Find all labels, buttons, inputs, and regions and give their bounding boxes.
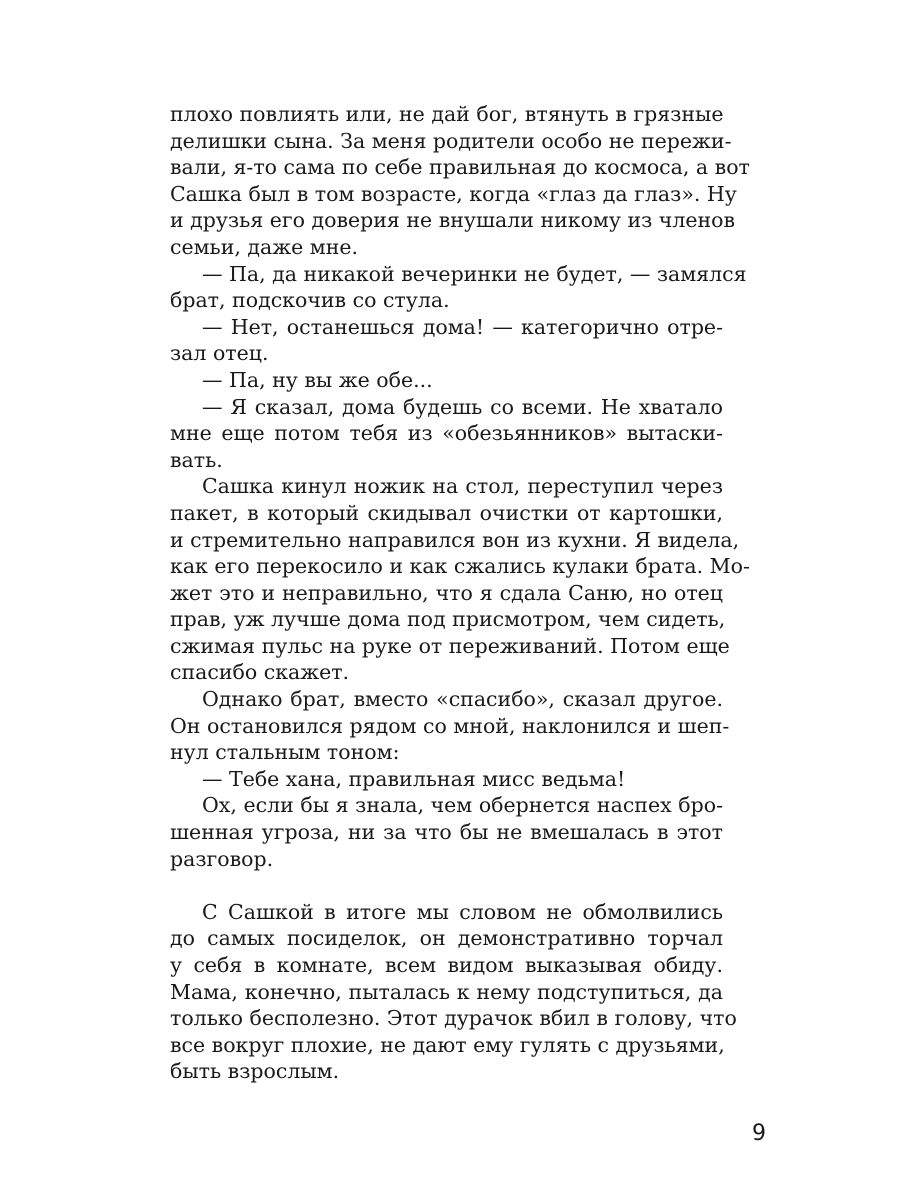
text-line: Он остановился рядом со мной, наклонился и шеп- <box>170 713 730 738</box>
text-line: разговор. <box>170 846 274 871</box>
text-line: только бесполезно. Этот дурачок вбил в голову, что <box>170 1006 737 1031</box>
section-break <box>170 872 723 899</box>
text-line: и стремительно направился вон из кухни. Я видела, <box>170 527 740 552</box>
text-line: делишки сына. За меня родители особо не пережи- <box>170 128 732 153</box>
text-line: у себя в комнате, всем видом выказывая обиду. <box>170 953 723 977</box>
text-line: вать. <box>170 447 223 472</box>
text-line: семьи, даже мне. <box>170 234 359 259</box>
text-line: и друзья его доверия не внушали никому из членов <box>170 208 736 233</box>
text-line: вали, я-то сама по себе правильная до космоса, а вот <box>170 155 750 180</box>
text-line: плохо повлиять или, не дай бог, втянуть в грязные <box>170 102 724 126</box>
text-line: быть взрослым. <box>170 1059 340 1084</box>
dialogue-line: — Тебе хана, правильная мисс ведьма! <box>202 766 626 791</box>
dialogue-line: — Па, ну вы же обе... <box>202 367 433 392</box>
text-line: до самых посиделок, он демонстративно торчал <box>170 926 723 951</box>
paragraph-first-line: Однако брат, вместо «спасибо», сказал другое. <box>202 687 723 712</box>
body-text <box>170 101 750 1085</box>
text-line: шенная угроза, ни за что бы не вмешалась в этот <box>170 820 723 845</box>
text-line: сжимая пульс на руке от переживаний. Потом еще <box>170 633 730 658</box>
text-line: пакет, в который скидывал очистки от картошки, <box>170 500 723 525</box>
text-line: зал отец. <box>170 341 269 366</box>
dialogue-line: — Я сказал, дома будешь со всеми. Не хватало <box>202 394 723 419</box>
text-line: брат, подскочив со стула. <box>170 288 450 313</box>
text-line: мне еще потом тебя из «обезьянников» вытаски- <box>170 421 723 446</box>
text-line: как его перекосило и как сжались кулаки брата. Мо- <box>170 554 750 579</box>
text-line: жет это и неправильно, что я сдала Саню, но отец <box>170 580 723 605</box>
text-line: Сашка был в том возрасте, когда «глаз да глаз». Ну <box>170 181 737 206</box>
dialogue-line: — Па, да никакой вечеринки не будет, — замялся <box>202 261 747 286</box>
text-line: прав, уж лучше дома под присмотром, чем сидеть, <box>170 607 726 632</box>
page-number: 9 <box>752 1121 766 1146</box>
text-line: спасибо скажет. <box>170 660 350 685</box>
paragraph-first-line: С Сашкой в итоге мы словом не обмолвились <box>202 899 723 924</box>
paragraph-first-line: Сашка кинул ножик на стол, переступил через <box>202 474 723 499</box>
paragraph-first-line: Ох, если бы я знала, чем обернется наспех бро- <box>202 793 723 818</box>
text-line: все вокруг плохие, не дают ему гулять с друзьями, <box>170 1032 725 1057</box>
text-line: нул стальным тоном: <box>170 740 400 765</box>
text-line: Мама, конечно, пыталась к нему подступиться, да <box>170 979 723 1004</box>
dialogue-line: — Нет, останешься дома! — категорично отре- <box>202 314 723 339</box>
